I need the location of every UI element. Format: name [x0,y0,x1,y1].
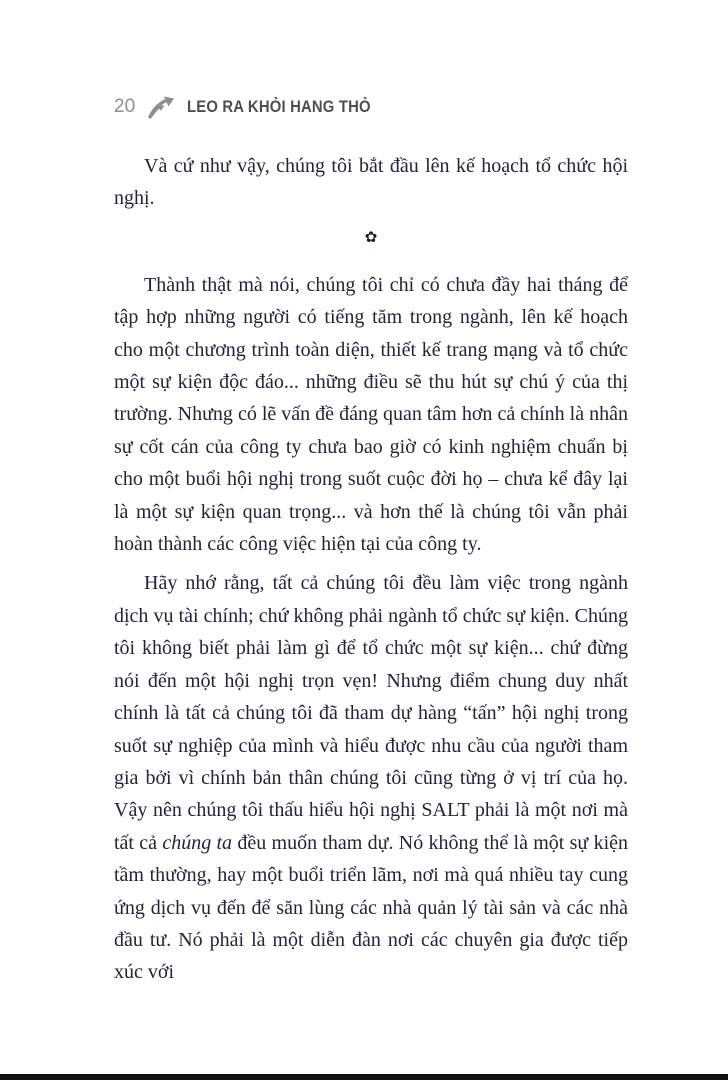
paragraph-3-text-start: Hãy nhớ rằng, tất cả chúng tôi đều làm việc trong ngành dịch vụ tài chính; chứ không phải ngành tổ chức sự kiện. Chúng tôi không biết phải làm gì để tổ chức một sự kiện... chứ đừng nói đến một hội nghị trọn vẹn! Nhưng điểm chung duy nhất chính là tất cả chúng tôi đã tham dự hàng “tấn” hội nghị trong suốt sự nghiệp của mình và hiểu được nhu cầu của người tham gia bởi vì chính bản thân chúng tôi cũng từng ở vị trí của họ. Vậy nên chúng tôi thấu hiểu hội nghị SALT phải là một nơi mà tất cả [114,572,628,854]
page-header [114,94,391,120]
paragraph-3-text-end: đều muốn tham dự. Nó không thể là một sự kiện tầm thường, hay một buổi triển lãm, nơi mà quá nhiều tay cung ứng dịch vụ đến để săn lùng các nhà quản lý tài sản và các nhà đầu tư. Nó phải là một diễn đàn nơi các chuyên gia được tiếp xúc với [114,831,628,984]
paragraph-3 [114,567,628,988]
page-number: 20 [114,96,136,117]
page-bottom-scan-edge [0,1074,728,1080]
paragraph-1: Và cứ như vậy, chúng tôi bắt đầu lên kế hoạch tổ chức hội nghị. [114,155,628,210]
page-body [114,150,628,996]
florette-icon: ✿ [364,229,378,246]
section-divider [114,228,628,248]
chapter-title: LEO RA KHỎI HANG THỎ [187,97,371,116]
growth-arrows-icon [146,94,176,120]
paragraph-2: Thành thật mà nói, chúng tôi chỉ có chưa đầy hai tháng để tập hợp những người có tiếng tăm trong ngành, lên kế hoạch cho một chương trình toàn diện, thiết kế trang mạng và tổ chức một sự kiện độc đáo... những điều sẽ thu hút sự chú ý của thị trường. Nhưng có lẽ vấn đề đáng quan tâm hơn cả chính là nhân sự cốt cán của công ty chưa bao giờ có kinh nghiệm chuẩn bị cho một buổi hội nghị trong suốt cuộc đời họ – chưa kể đây lại là một sự kiện quan trọng... và hơn thế là chúng tôi vẫn phải hoàn thành các công việc hiện tại của công ty. [114,273,628,556]
emphasized-text: chúng ta [162,831,233,854]
